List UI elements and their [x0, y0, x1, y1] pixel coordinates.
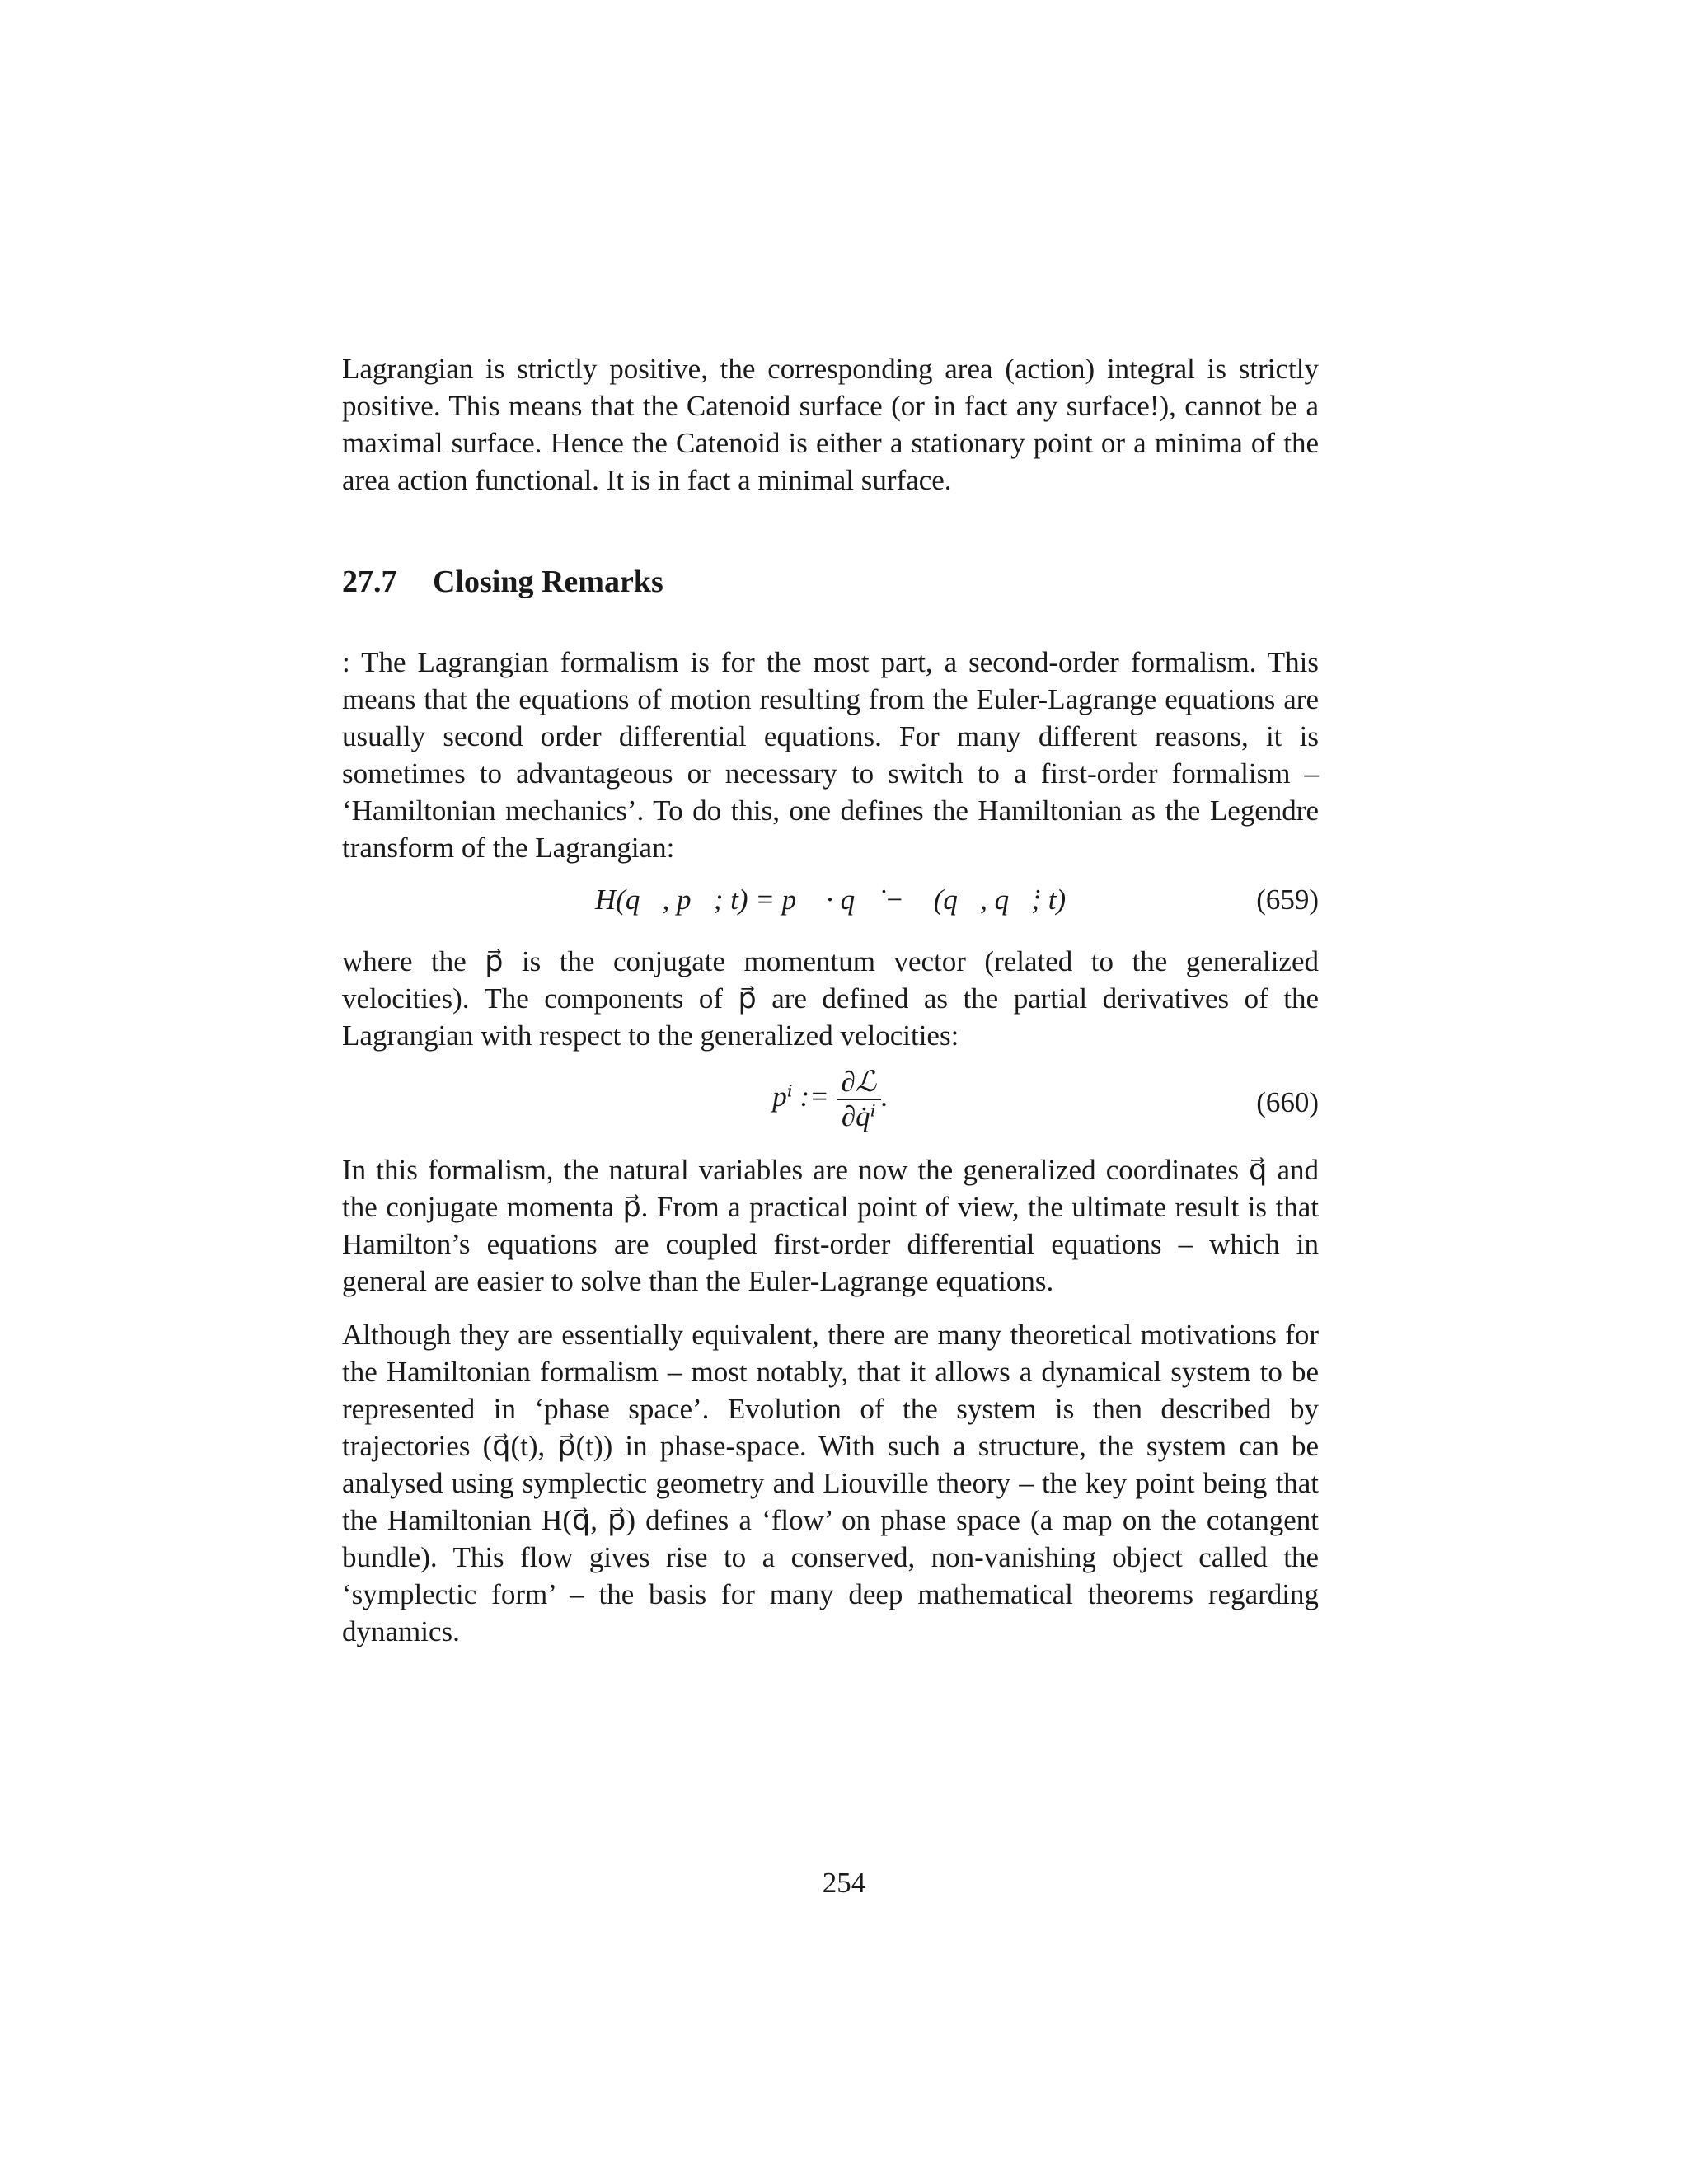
equation-660-tag: (660)	[1256, 1086, 1319, 1118]
section-number: 27.7	[342, 565, 397, 599]
equation-660-lhs: pⁱ :=	[772, 1080, 829, 1113]
paragraph-lagrangian-formalism: : The Lagrangian formalism is for the most part, a second-order formalism. This means that the equations of motion resulting from the Euler-Lagrange equations are usually second order differential equations. For many different reasons, it is sometimes to advantageous or necessary to switch to a first-order formalism – ‘Hamiltonian mechanics’. To do this, one defines the Hamiltonian as the Legendre transform of the Lagrangian:	[342, 646, 1319, 864]
page-number: 254	[822, 1867, 866, 1899]
equation-660-fraction	[837, 1066, 882, 1133]
equation-660-body	[342, 1066, 1319, 1133]
section-heading	[342, 564, 1319, 601]
paragraph-natural-variables: In this formalism, the natural variables are now the generalized coordinates q⃗ and the conjugate momenta p⃗. From a practical point of view, the ultimate result is that Hamilton’s equations are coupled first-order differential equations – which in general are easier to solve than the Euler-Lagrange equations.	[342, 1154, 1319, 1297]
equation-659-body: H(q⃗, p⃗; t) = p⃗ · q⃗̇ − ℒ(q⃗, q⃗̇; t)	[594, 883, 1067, 916]
page-body	[342, 350, 1319, 1650]
equation-660-period: .	[881, 1080, 889, 1113]
equation-660	[342, 1066, 1319, 1140]
equation-659	[342, 883, 1319, 933]
section-title: Closing Remarks	[433, 565, 663, 599]
equation-659-tag: (659)	[1256, 883, 1319, 916]
equation-660-denominator: ∂q̇ⁱ	[841, 1100, 876, 1132]
equation-660-numerator: ∂ℒ	[837, 1066, 882, 1100]
paragraph-intro: Lagrangian is strictly positive, the corresponding area (action) integral is strictly positive. This means that the Catenoid surface (or in fact any surface!), cannot be a maximal surface. Hence the Catenoid is either a stationary point or a minima of the area action functional. It is in fact a minimal surface.	[342, 353, 1319, 496]
paragraph-phase-space: Although they are essentially equivalent, there are many theoretical motivations for the Hamiltonian formalism – most notably, that it allows a dynamical system to be represented in ‘phase space’. Evolution of the system is then described by trajectories (q⃗(t), p⃗(t)) in phase-space. With such a structure, the system can be analysed using symplectic geometry and Liouville theory – the key point being that the Hamiltonian H(q⃗, p⃗) defines a ‘flow’ on phase space (a map on the cotangent bundle). This flow gives rise to a conserved, non-vanishing object called the ‘symplectic form’ – the basis for many deep mathematical theorems regarding dynamics.	[342, 1319, 1319, 1647]
paragraph-conjugate-momentum: where the p⃗ is the conjugate momentum vector (related to the generalized velocities). The components of p⃗ are defined as the partial derivatives of the Lagrangian with respect to the generalized velocities:	[342, 945, 1319, 1052]
